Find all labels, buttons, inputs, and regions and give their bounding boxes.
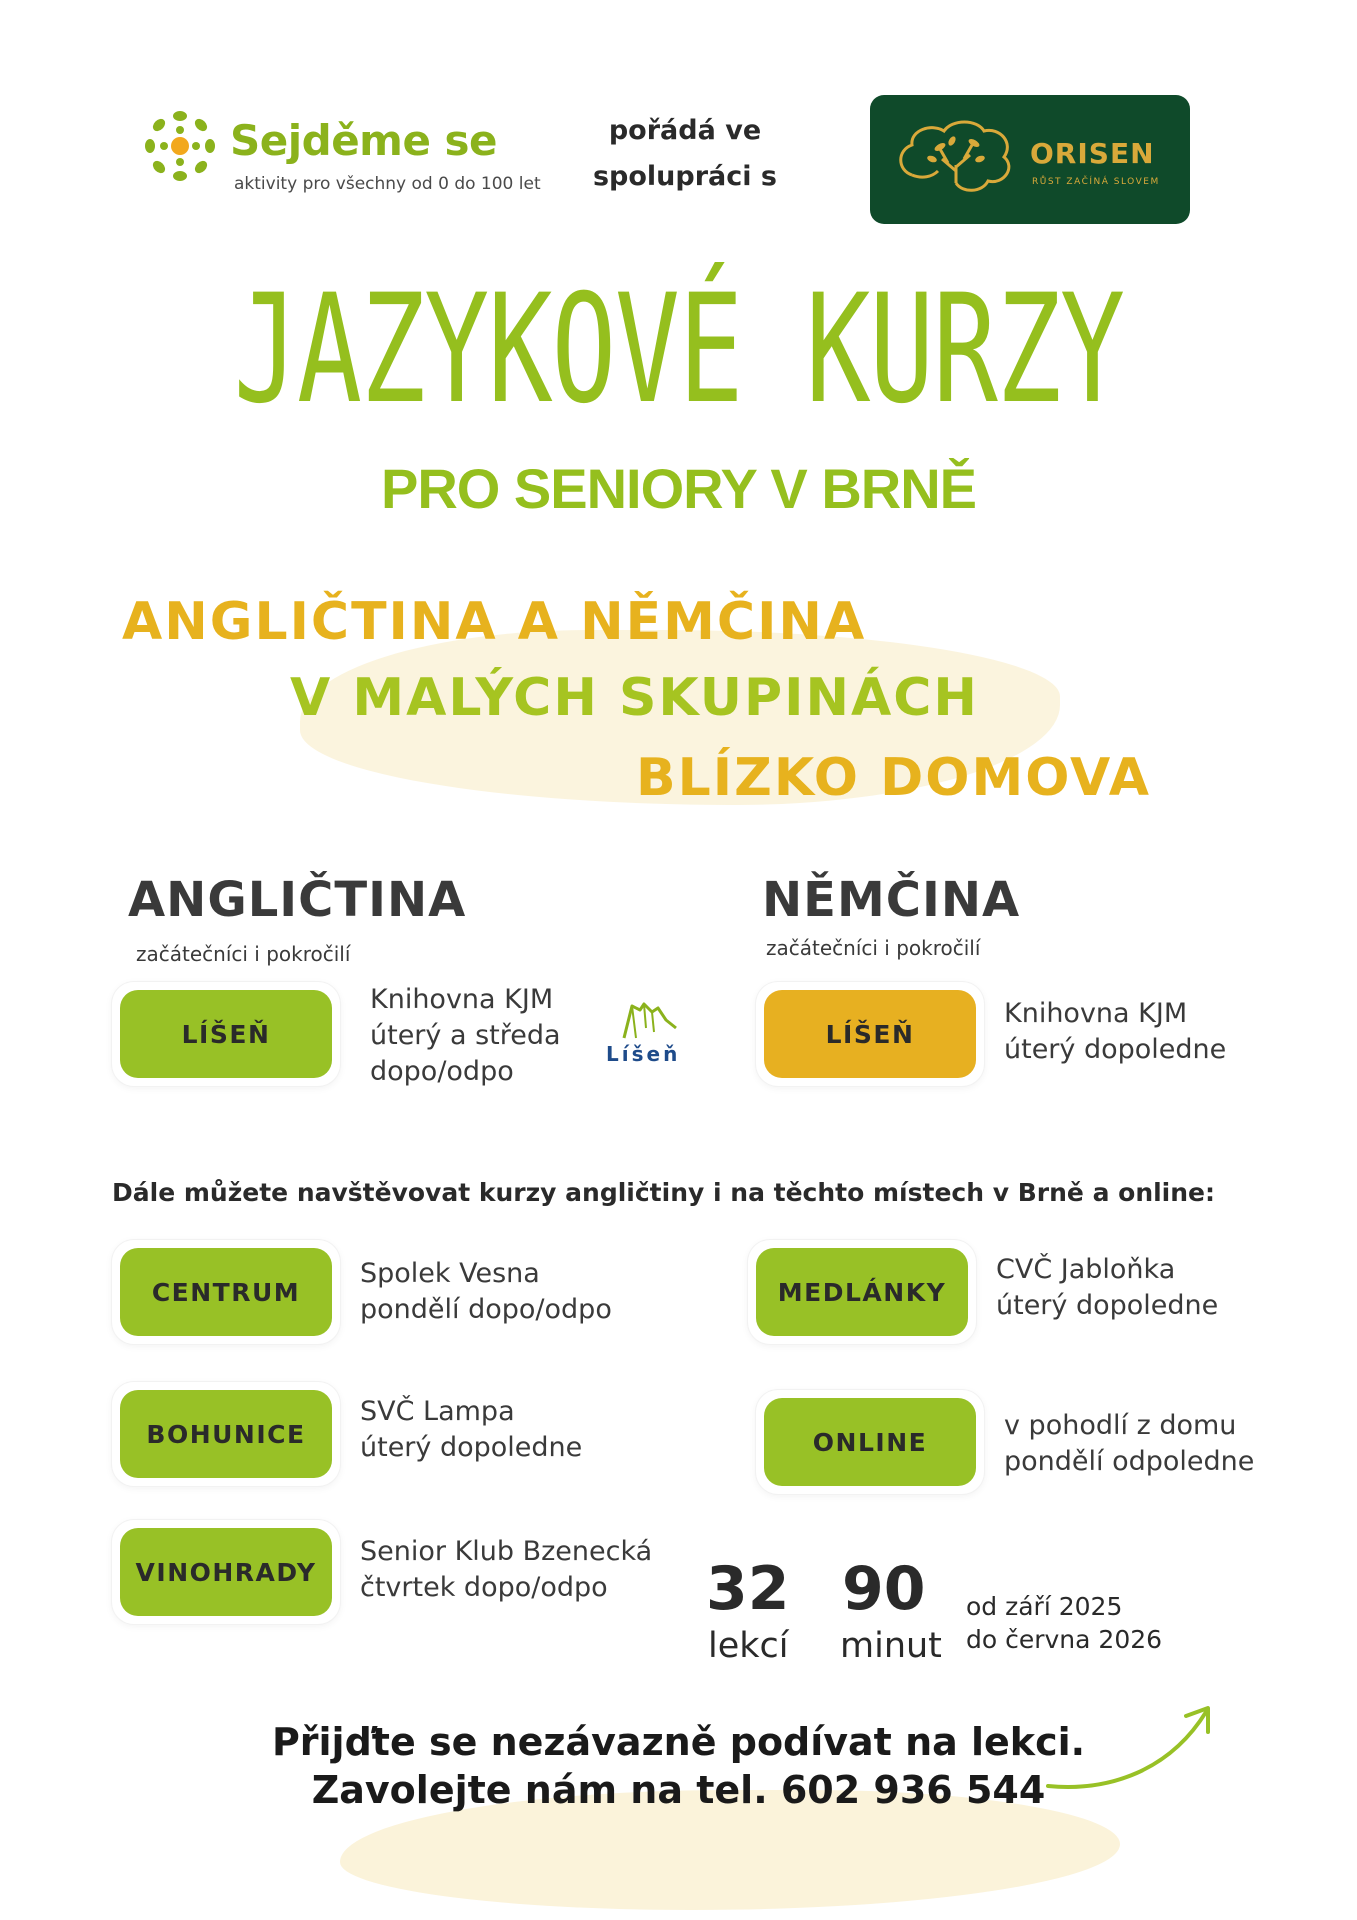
cta-line-2: Zavolejte nám na tel. 602 936 544 [311,1768,1046,1812]
german-levels: začátečníci i pokročilí [766,936,981,960]
english-heading: ANGLIČTINA [128,872,467,928]
english-levels: začátečníci i pokročilí [136,942,351,966]
info-line-2: pondělí odpoledne [1004,1446,1255,1477]
info-line-1: Knihovna KJM [370,984,554,1015]
cta-line-1: Přijďte se nezávazně podívat na lekci. [271,1720,1086,1764]
main-title: JAZYKOVÉ KURZY [233,263,1124,437]
info-line-2: úterý dopoledne [360,1432,583,1463]
info-line-2: čtvrtek dopo/odpo [360,1572,608,1603]
more-locations-text: Dále můžete navštěvovat kurzy angličtiny i na těchto místech v Brně a online: [112,1178,1216,1207]
location-vinohrady-info [360,1534,652,1606]
location-online[interactable] [756,1390,984,1494]
organizes-line-1: pořádá ve [608,115,762,146]
info-line-2: úterý dopoledne [996,1290,1219,1321]
location-label: LÍŠEŇ [764,990,976,1078]
location-label: BOHUNICE [120,1390,332,1478]
location-centrum[interactable] [112,1240,340,1344]
tagline-line-3: BLÍZKO DOMOVA [636,748,1151,808]
minutes-count: 90 [842,1554,926,1624]
info-line-1: Spolek Vesna [360,1258,540,1289]
curved-arrow-icon [1040,1700,1220,1800]
info-line-2: úterý a středa [370,1020,561,1051]
lessons-label: lekcí [708,1626,789,1666]
sejdeme-emblem-icon [138,104,222,188]
course-dates [966,1590,1162,1656]
info-line-1: Knihovna KJM [1004,998,1188,1029]
location-english-lisen-info [370,982,561,1090]
info-line-1: CVČ Jabloňka [996,1254,1176,1285]
info-line-3: dopo/odpo [370,1056,514,1087]
location-vinohrady[interactable] [112,1520,340,1624]
tagline-line-1: ANGLIČTINA A NĚMČINA [122,592,867,652]
info-line-2: pondělí dopo/odpo [360,1294,612,1325]
sejdeme-name: Sejděme se [230,116,498,165]
orisen-logo [870,95,1190,224]
organizes-line-2: spolupráci s [592,161,778,192]
location-label: ONLINE [764,1398,976,1486]
german-heading: NĚMČINA [762,872,1021,928]
orisen-name: ORISEN [1030,137,1155,170]
lisen-castle-icon [600,998,704,1042]
date-to: do června 2026 [966,1625,1163,1654]
orisen-tagline: RŮST ZAČÍNÁ SLOVEM [1032,177,1160,187]
location-bohunice-info [360,1394,582,1466]
location-german-lisen-info [1004,996,1226,1068]
location-label: LÍŠEŇ [120,990,332,1078]
info-line-2: úterý dopoledne [1004,1034,1227,1065]
lessons-count: 32 [706,1554,790,1624]
minutes-label: minut [840,1626,942,1666]
organizes-text [580,108,790,200]
location-label: MEDLÁNKY [756,1248,968,1336]
location-label: VINOHRADY [120,1528,332,1616]
location-label: CENTRUM [120,1248,332,1336]
location-english-lisen[interactable] [112,982,340,1086]
location-german-lisen[interactable] [756,982,984,1086]
tree-brain-icon [892,115,1022,205]
info-line-1: Senior Klub Bzenecká [360,1536,653,1567]
info-line-1: v pohodlí z domu [1004,1410,1237,1441]
sejdeme-tagline: aktivity pro všechny od 0 do 100 let [234,174,541,194]
lisen-logo-text: Líšeň [606,1042,681,1066]
info-line-1: SVČ Lampa [360,1396,515,1427]
lisen-district-logo [600,998,704,1066]
date-from: od září 2025 [966,1592,1123,1621]
tagline-line-2: V MALÝCH SKUPINÁCH [290,668,979,728]
location-medlanky-info [996,1252,1218,1324]
location-bohunice[interactable] [112,1382,340,1486]
sejdeme-logo [138,104,558,204]
location-centrum-info [360,1256,612,1328]
location-online-info [1004,1408,1254,1480]
location-medlanky[interactable] [748,1240,976,1344]
sub-title: PRO SENIORY V BRNĚ [380,457,977,520]
